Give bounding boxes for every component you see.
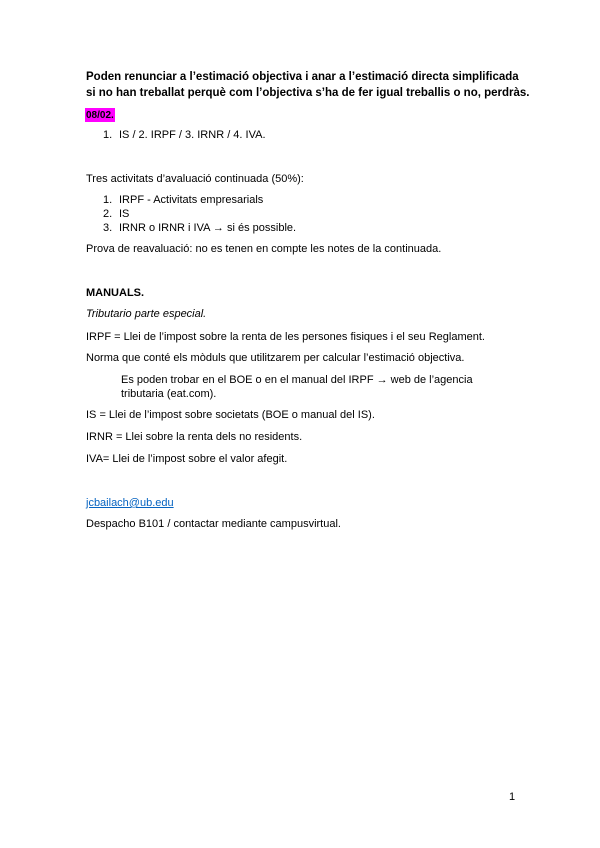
activity-item-3 <box>103 222 296 234</box>
norma-definition: Norma que conté els mòduls que utilitzarem per calcular l’estimació objectiva. <box>86 352 465 364</box>
date-badge: 08/02. <box>86 110 114 121</box>
activity-item-1 <box>103 194 263 206</box>
activities-intro: Tres activitats d’avaluació continuada (50%): <box>86 173 304 185</box>
heading-line-2: si no han treballat perquè com l’objectiva s’ha de fer igual treballis o no, perdràs. <box>86 87 530 99</box>
irpf-definition: IRPF = Llei de l’impost sobre la renta de les persones fisiques i el seu Reglament. <box>86 331 485 343</box>
manuals-title: MANUALS. <box>86 287 145 299</box>
is-definition: IS = Llei de l’impost sobre societats (BOE o manual del IS). <box>86 409 375 421</box>
activity-item-number: 3. <box>103 222 113 234</box>
office-info: Despacho B101 / contactar mediante campusvirtual. <box>86 518 341 530</box>
heading-line-1: Poden renunciar a l’estimació objectiva i anar a l’estimació directa simplificada <box>86 71 519 83</box>
activity-item-text: IS <box>119 208 130 220</box>
taxes-list-number: 1. <box>103 129 113 141</box>
activity-item-number: 1. <box>103 194 113 206</box>
manuals-subtitle: Tributario parte especial. <box>86 308 207 320</box>
activity-item-text: IRPF - Activitats empresarials <box>119 194 264 206</box>
taxes-list-text: IS / 2. IRPF / 3. IRNR / 4. IVA. <box>119 129 266 141</box>
iva-definition: IVA= Llei de l’impost sobre el valor afegit. <box>86 453 288 465</box>
activity-item-text: IRNR o IRNR i IVA → si és possible. <box>119 222 297 234</box>
email-link[interactable]: jcbailach@ub.edu <box>86 497 174 509</box>
page-number: 1 <box>509 791 516 803</box>
irnr-definition: IRNR = Llei sobre la renta dels no residents. <box>86 431 303 443</box>
activity-item-2 <box>103 208 129 220</box>
boe-note-line-1: Es poden trobar en el BOE o en el manual del IRPF → web de l’agencia <box>121 374 473 386</box>
boe-note-line-2: tributaria (eat.com). <box>121 388 217 400</box>
activity-item-number: 2. <box>103 208 113 220</box>
reassessment-note: Prova de reavaluació: no es tenen en compte les notes de la continuada. <box>86 243 442 255</box>
taxes-list <box>103 129 266 141</box>
